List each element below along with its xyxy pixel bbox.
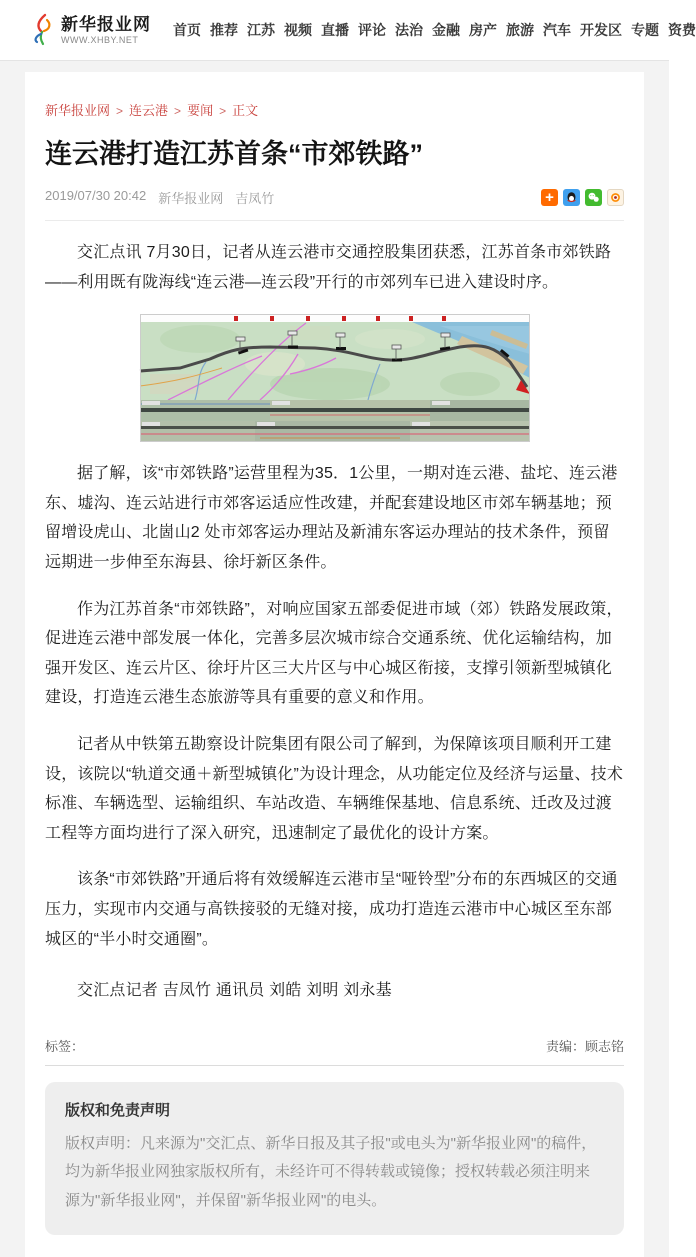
nav-item[interactable]: 推荐 — [210, 22, 238, 38]
article-paragraph: 该条“市郊铁路”开通后将有效缓解连云港市呈“哑铃型”分布的东西城区的交通压力，实现市内交通与高铁接驳的无缝对接，成功打造连云港市中心城区至东部城区的“半小时交通圈”。 — [45, 871, 618, 948]
paragraphs-after-image — [45, 459, 624, 954]
share-more-icon[interactable]: + — [541, 189, 558, 206]
breadcrumb-item — [45, 103, 129, 118]
breadcrumb-separator-icon: > — [174, 104, 182, 118]
nav-item[interactable]: 评论 — [358, 22, 386, 38]
breadcrumb-link[interactable]: 连云港 — [129, 103, 169, 118]
breadcrumb — [45, 100, 624, 119]
tags-row — [45, 1036, 624, 1066]
nav-item[interactable]: 资费 — [668, 22, 696, 38]
nav-item[interactable]: 开发区 — [580, 22, 622, 38]
article-paragraph: 据了解，该“市郊铁路”运营里程为35．1公里，一期对连云港、盐坨、连云港东、墟沟、连云站进行市郊客运适应性改建，并配套建设地区市郊车辆基地；预留增设虎山、北崮山2 处市郊客运办理站及新浦东客运办理站的技术条件，预留远期进一步伸至东海县、徐圩新区条件。 — [45, 465, 618, 572]
logo-title: 新华报业网 — [61, 15, 151, 35]
nav-item[interactable]: 汽车 — [543, 22, 571, 38]
breadcrumb-link[interactable]: 正文 — [232, 103, 259, 118]
nav-item[interactable]: 法治 — [395, 22, 423, 38]
main-nav — [173, 20, 696, 40]
article-title: 连云港打造江苏首条“市郊铁路” — [45, 139, 423, 169]
article-source: 新华报业网 — [158, 191, 224, 207]
article-byline: 交汇点记者 吉凤竹 通讯员 刘皓 刘明 刘永基 — [77, 982, 392, 1000]
breadcrumb-link[interactable]: 要闻 — [187, 103, 214, 118]
article-figure — [140, 314, 530, 442]
editor-label: 责编： — [545, 1038, 585, 1054]
copyright-box — [45, 1082, 624, 1236]
copyright-title: 版权和免责声明 — [65, 1101, 171, 1119]
nav-item[interactable]: 首页 — [173, 22, 201, 38]
share-wechat-icon[interactable] — [585, 189, 602, 206]
copyright-text: 版权声明：凡来源为"交汇点、新华日报及其子报"或电头为"新华报业网"的稿件，均为新华报业网独家版权所有，未经许可不得转载或镜像；授权转载必须注明来源为"新华报业网"，并保留"新华报业网"的电头。 — [65, 1134, 597, 1209]
breadcrumb-item — [187, 103, 232, 118]
nav-item[interactable]: 江苏 — [247, 22, 275, 38]
nav-item[interactable]: 专题 — [631, 22, 659, 38]
railway-map-image — [140, 314, 530, 442]
nav-item[interactable]: 旅游 — [506, 22, 534, 38]
editor-credit — [546, 1036, 624, 1055]
article-paragraph: 记者从中铁第五勘察设计院集团有限公司了解到，为保障该项目顺利开工建设，该院以“轨道交通＋新型城镇化”为设计理念，从功能定位及经济与运量、技术标准、车辆选型、运输组织、车站改造、车辆维保基地、信息系统、迁改及过渡工程等方面均进行了深入研究，迅速制定了最优化的设计方案。 — [45, 736, 624, 842]
article-paragraph: 交汇点讯 7月30日，记者从连云港市交通控股集团获悉，江苏首条市郊铁路——利用既有陇海线“连云港—连云段”开行的市郊列车已进入建设时序。 — [45, 244, 612, 291]
article-meta — [45, 188, 274, 207]
nav-item[interactable]: 视频 — [284, 22, 312, 38]
share-qq-icon[interactable] — [563, 189, 580, 206]
logo-text — [61, 15, 151, 45]
article-author: 吉凤竹 — [235, 191, 275, 207]
breadcrumb-separator-icon: > — [116, 104, 124, 118]
site-logo[interactable] — [30, 13, 151, 47]
article-body — [45, 238, 624, 1006]
article-paragraph: 作为江苏首条“市郊铁路”，对响应国家五部委促进市域（郊）铁路发展政策，促进连云港中部发展一体化，完善多层次城市综合交通系统、优化运输结构，加强开发区、连云片区、徐圩片区三大片区与中心城区衔接，支撑引领新型城镇化建设，打造连云港生态旅游等具有重要的意义和作用。 — [45, 600, 623, 707]
article-date: 2019/07/30 20:42 — [45, 188, 147, 204]
share-bar — [541, 189, 624, 206]
breadcrumb-item — [232, 103, 258, 118]
breadcrumb-link[interactable]: 新华报业网 — [45, 103, 111, 118]
nav-item[interactable]: 房产 — [469, 22, 497, 38]
logo-subtitle: WWW.XHBY.NET — [61, 34, 139, 45]
site-header — [0, 0, 696, 61]
nav-item[interactable]: 直播 — [321, 22, 349, 38]
breadcrumb-separator-icon: > — [219, 104, 227, 118]
editor-name: 顾志铭 — [584, 1038, 624, 1054]
nav-item[interactable]: 金融 — [432, 22, 460, 38]
breadcrumb-item — [129, 103, 187, 118]
tags-label: 标签： — [45, 1038, 85, 1054]
article-meta-row — [45, 188, 624, 221]
share-weibo-icon[interactable] — [607, 189, 624, 206]
article-card — [25, 72, 644, 1257]
paragraphs-before-image — [45, 238, 624, 297]
logo-mark-icon — [30, 13, 56, 47]
